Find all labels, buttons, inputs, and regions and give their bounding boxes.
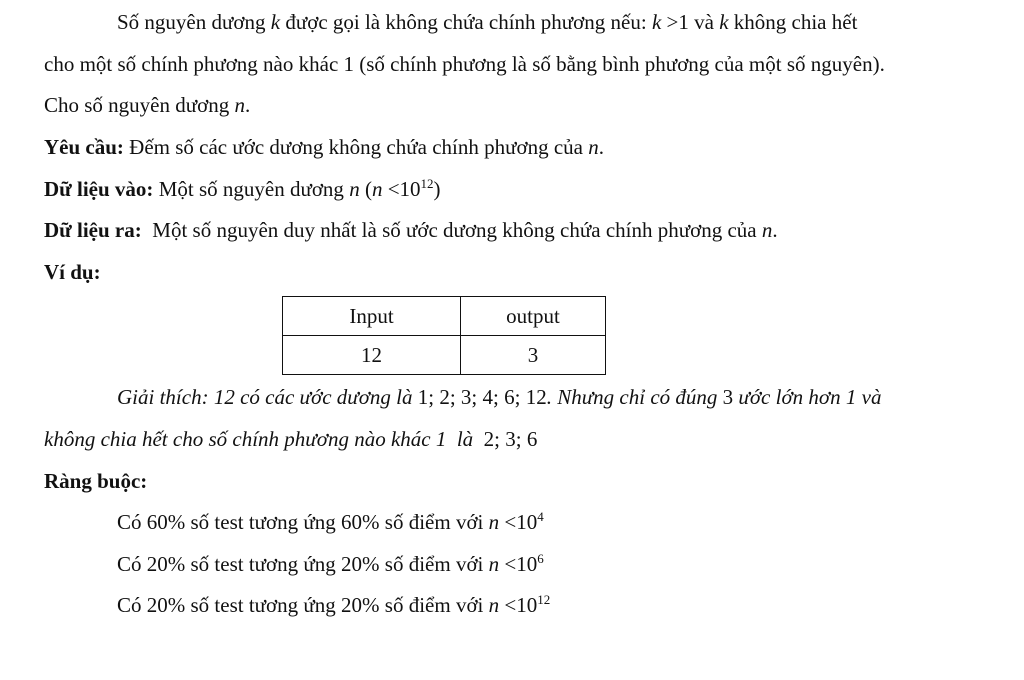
- constraint-item: Có 60% số test tương ứng 60% số điểm với $n <10^4$: [117, 509, 544, 534]
- output-spec: Dữ liệu ra: Một số nguyên duy nhất là số ước dương không chứa chính phương của n.: [44, 218, 778, 242]
- example-table: [282, 296, 606, 375]
- table-header-row: [283, 297, 606, 336]
- intro-line-2: cho một số chính phương nào khác 1 (số chính phương là số bằng bình phương của một số nguyên).: [44, 52, 885, 76]
- constraint-item: Có 20% số test tương ứng 20% số điểm với $n <10^{12}$: [117, 592, 551, 617]
- constraint-item: Có 20% số test tương ứng 20% số điểm với $n <10^6$: [117, 551, 544, 576]
- example-label: Ví dụ:: [44, 260, 101, 284]
- input-spec: Dữ liệu vào: Một số nguyên dương n $(n <10^{12})$: [44, 176, 441, 201]
- table-header-output: output: [461, 297, 606, 336]
- table-row: [283, 336, 606, 375]
- intro-line-1: [117, 8, 976, 36]
- constraints-label: Ràng buộc:: [44, 469, 148, 493]
- output-spec-label: Dữ liệu ra:: [44, 218, 142, 242]
- explanation-line-2: không chia hết cho số chính phương nào khác 1 là 2; 3; 6: [44, 427, 538, 451]
- requirement: Yêu cầu: Đếm số các ước dương không chứa chính phương của n.: [44, 135, 604, 159]
- table-cell-output: 3: [461, 336, 606, 375]
- requirement-label: Yêu cầu:: [44, 135, 124, 159]
- table-cell-input: 12: [283, 336, 461, 375]
- input-spec-label: Dữ liệu vào:: [44, 177, 154, 201]
- table-header-input: Input: [283, 297, 461, 336]
- explanation-line-1: Giải thích: 12 có các ước dương là 1; 2; 3; 4; 6; 12. Nhưng chỉ có đúng 3 ước lớn hơn 1 và: [117, 385, 882, 409]
- intro-line-3: Cho số nguyên dương n.: [44, 93, 251, 117]
- intro-text: Số nguyên dương k được gọi là không chứa chính phương nếu: k >1 và k không chia hết: [117, 10, 858, 34]
